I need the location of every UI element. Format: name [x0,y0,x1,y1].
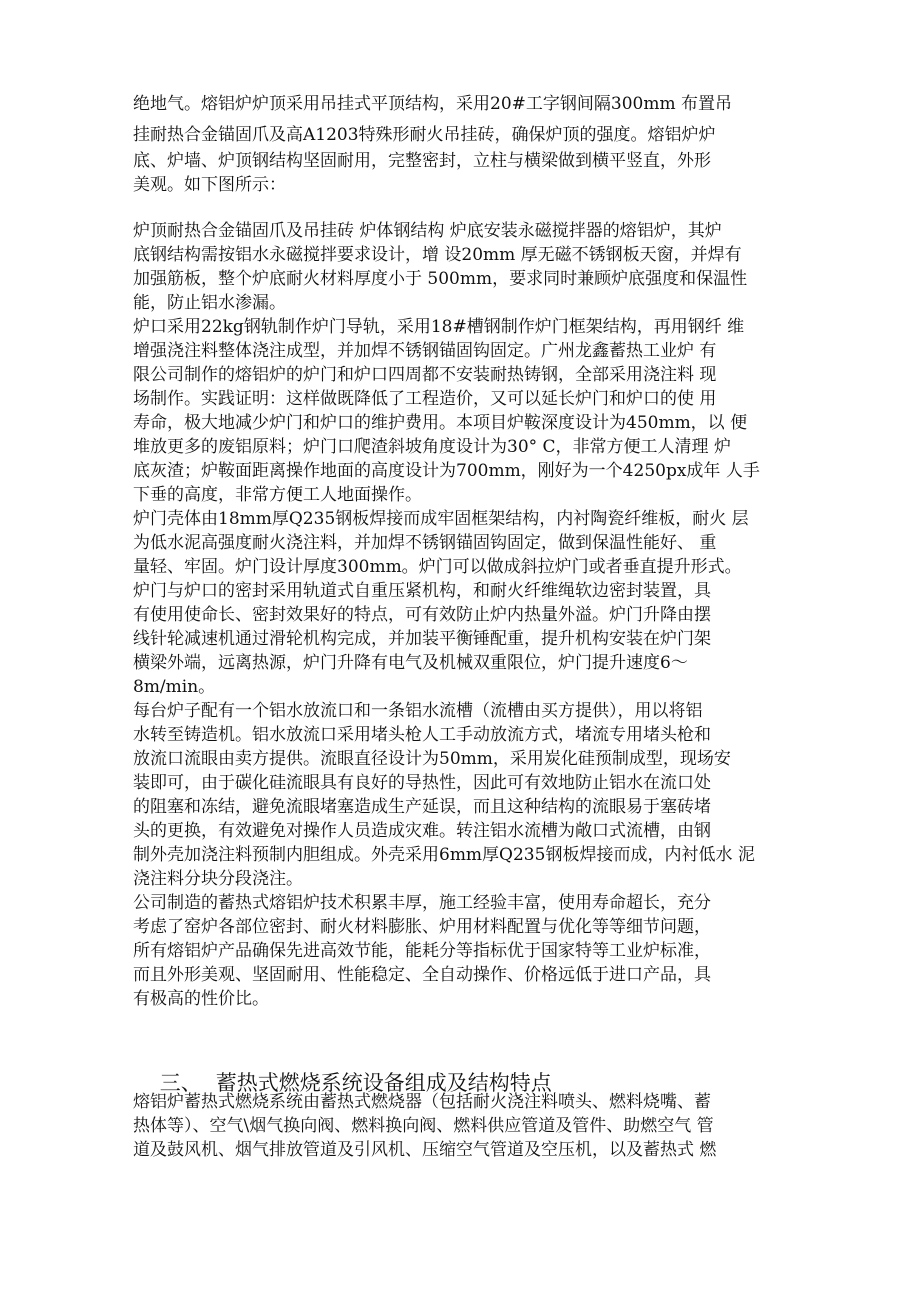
paragraph-7-line-2: 考虑了窑炉各部位密封、耐火材料膨胀、炉用材料配置与优化等等细节问题， [133,917,711,937]
paragraph-3-line-2: 增强浇注料整体浇注成型，并加焊不锈钢锚固钩固定。广州龙鑫蓄热工业炉 有 [133,341,717,361]
paragraph-3-line-8: 下垂的高度，非常方便工人地面操作。 [133,485,422,505]
paragraph-3-line-7: 底灰渣；炉鞍面距离操作地面的高度设计为700mm，刚好为一个4250px成年 人手 [133,461,760,481]
section-number: 三、 [159,1071,202,1095]
paragraph-7-line-4: 而且外形美观、坚固耐用、性能稳定、全自动操作、价格远低于进口产品，具 [133,965,711,985]
paragraph-6-line-5: 的阻塞和冻结，避免流眼堵塞造成生产延误，而且这种结构的流眼易于塞砖堵 [133,797,711,817]
paragraph-2-line-3: 加强筋板，整个炉底耐火材料厚度小于 500mm，要求同时兼顾炉底强度和保温性 [133,269,748,289]
paragraph-4-line-2: 为低水泥高强度耐火浇注料，并加焊不锈钢锚固钩固定，做到保温性能好、 重 [133,533,717,553]
paragraph-3-line-3: 限公司制作的熔铝炉的炉门和炉口四周都不安装耐热铸钢，全部采用浇注料 现 [133,365,717,385]
paragraph-5-line-3: 线针轮减速机通过滑轮机构完成，并加装平衡锤配重，提升机构安装在炉门架 [133,629,711,649]
paragraph-6-line-7: 制外壳加浇注料预制内胆组成。外壳采用6mm厚Q235钢板焊接而成，内衬低水 泥 [133,845,755,865]
section-title: 蓄热式燃烧系统设备组成及结构特点 [215,1071,552,1095]
paragraph-7-line-5: 有极高的性价比。 [133,989,269,1009]
paragraph-1-line-1: 绝地气。熔铝炉炉顶采用吊挂式平顶结构，采用20#工字钢间隔300mm 布置吊 [133,94,732,114]
paragraph-5-line-1: 炉门与炉口的密封采用轨道式自重压紧机构，和耐火纤维绳软边密封装置，具 [133,581,711,601]
paragraph-1-line-4: 美观。如下图所示： [133,175,286,195]
paragraph-3-line-5: 寿命，极大地减少炉门和炉口的维护费用。本项目炉鞍深度设计为450mm，以 便 [133,413,748,433]
paragraph-7-line-1: 公司制造的蓄热式熔铝炉技术积累丰厚，施工经验丰富，使用寿命超长，充分 [133,893,711,913]
paragraph-7-line-3: 所有熔铝炉产品确保先进高效节能，能耗分等指标优于国家特等工业炉标准， [133,941,711,961]
paragraph-1-line-2: 挂耐热合金锚固爪及高A1203特殊形耐火吊挂砖，确保炉顶的强度。熔铝炉炉 [133,125,716,145]
paragraph-2-line-1: 炉顶耐热合金锚固爪及吊挂砖 炉体钢结构 炉底安装永磁搅拌器的熔铝炉，其炉 [133,221,722,241]
paragraph-3-line-4: 场制作。实践证明：这样做既降低了工程造价，又可以延长炉门和炉口的使 用 [133,389,717,409]
paragraph-3-line-6: 堆放更多的废铝原料；炉门口爬渣斜坡角度设计为30° C，非常方便工人清理 炉 [133,437,731,457]
paragraph-1-line-3: 底、炉墙、炉顶钢结构坚固耐用，完整密封，立柱与横梁做到横平竖直，外形 [133,151,711,171]
paragraph-2-line-4: 能，防止铝水渗漏。 [133,293,286,313]
paragraph-6-line-2: 水转至铸造机。铝水放流口采用堵头枪人工手动放流方式，堵流专用堵头枪和 [133,725,711,745]
paragraph-3-line-1: 炉口采用22kg钢轨制作炉门导轨，采用18#槽钢制作炉门框架结构，再用钢纤 维 [133,317,745,337]
paragraph-8-line-2: 热体等）、空气\烟气换向阀、燃料换向阀、燃料供应管道及管件、助燃空气 管 [133,1116,714,1136]
paragraph-6-line-3: 放流口流眼由卖方提供。流眼直径设计为50mm，采用炭化硅预制成型，现场安 [133,749,731,769]
paragraph-6-line-1: 每台炉子配有一个铝水放流口和一条铝水流槽（流槽由买方提供），用以将铝 [133,701,703,721]
paragraph-4-line-1: 炉门壳体由18mm厚Q235钢板焊接而成牢固框架结构，内衬陶瓷纤维板，耐火 层 [133,509,749,529]
paragraph-5-line-4: 横梁外端，远离热源，炉门升降有电气及机械双重限位，炉门提升速度6～ [133,653,688,673]
paragraph-2-line-2: 底钢结构需按铝水永磁搅拌要求设计，增 设20mm 厚无磁不锈钢板天窗，并焊有 [133,245,742,265]
paragraph-8-line-1: 熔铝炉蓄热式燃烧系统由蓄热式燃烧器（包括耐火浇注料喷头、燃料烧嘴、蓄 [133,1092,711,1112]
paragraph-8-line-3: 道及鼓风机、烟气排放管道及引风机、压缩空气管道及空压机，以及蓄热式 燃 [133,1140,717,1160]
paragraph-6-line-8: 浇注料分块分段浇注。 [133,869,303,889]
paragraph-6-line-6: 头的更换，有效避免对操作人员造成灾难。转注铝水流槽为敞口式流槽，由钢 [133,821,711,841]
paragraph-5-line-5: 8m/min。 [133,677,216,697]
paragraph-6-line-4: 装即可，由于碳化硅流眼具有良好的导热性，因此可有效地防止铝水在流口处 [133,773,711,793]
paragraph-5-line-2: 有使用使命长、密封效果好的特点，可有效防止炉内热量外溢。炉门升降由摆 [133,605,711,625]
paragraph-4-line-3: 量轻、牢固。炉门设计厚度300mm。炉门可以做成斜拉炉门或者垂直提升形式。 [133,557,742,577]
